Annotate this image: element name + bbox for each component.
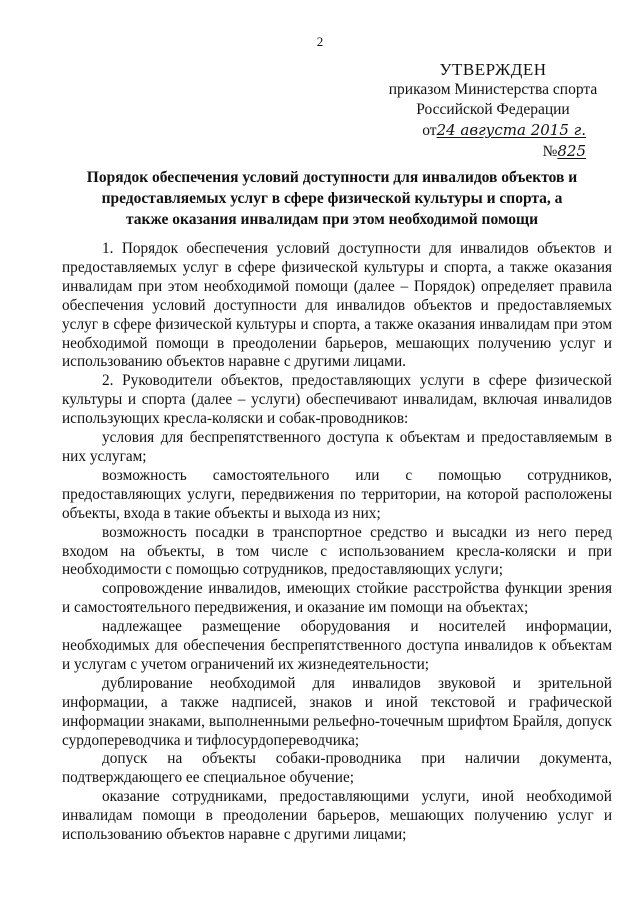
list-item-information-duplication: дублирование необходимой для инвалидов звуковой и зрительной информации, а также надписей, знаков и иной текстовой и графической информации знаками, выполненными рельефно-точечным шрифтом Брайля, допуск сурдопереводчика и тифлосурдопереводчика; [62,674,612,749]
list-item-escort: сопровождение инвалидов, имеющих стойкие расстройства функции зрения и самостоятельного передвижения, и оказание им помощи на объектах; [62,580,612,617]
list-item-guide-dog: допуск на объекты собаки-проводника при наличии документа, подтверждающего ее специальное обучение; [62,750,612,787]
document-body [62,240,612,845]
list-item-staff-assistance: оказание сотрудниками, предоставляющими услуги, иной необходимой инвалидам помощи в преодолении барьеров, мешающих получению услуг и использованию объектов наравне с другими лицами; [62,788,612,844]
handwritten-number: 825 [557,142,586,160]
document-title: Порядок обеспечения условий доступности для инвалидов объектов и предоставляемых услуг в сфере физической культуры и спорта, а также оказания инвалидам при этом необходимой помощи [86,169,578,228]
approval-line-2: Российской Федерации [416,101,570,118]
list-item-equipment-placement: надлежащее размещение оборудования и носителей информации, необходимых для обеспечения беспрепятственного доступа инвалидов к объектам и услугам с учетом ограничений их жизнедеятельности; [62,618,612,673]
list-item-vehicle-boarding: возможность посадки в транспортное средство и высадки из него перед входом на объекты, в том числе с использованием кресла-коляски и при необходимости с помощью сотрудников, предоставляющих услуги; [62,523,612,579]
list-item-independent-movement: возможность самостоятельного или с помощью сотрудников, предоставляющих услуги, передвижения по территории, на которой расположены объекты, входа в такие объекты и выхода из них; [62,466,612,522]
approval-date-number-line [378,120,608,162]
handwritten-date: 24 августа 2015 г. [436,121,586,139]
from-label: от [422,122,437,139]
number-label: № [542,143,558,160]
paragraph-1: 1. Порядок обеспечения условий доступности для инвалидов объектов и предоставляемых услуг в сфере физической культуры и спорта, а также оказания инвалидам при этом необходимой помощи (далее – Порядок) определяет правила обеспечения условий доступности для инвалидов объектов и предоставляемых услуг в сфере физической культуры и спорта, а также оказания инвалидам при этом необходимой помощи в преодолении барьеров, мешающих получению услуг и использованию объектов наравне с другими лицами. [62,240,612,371]
approval-line-1: приказом Министерства спорта [388,81,598,98]
list-item-access-conditions: условия для беспрепятственного доступа к объектам и предоставляемым в них услугам; [62,429,612,465]
paragraph-2: 2. Руководители объектов, предоставляющих услуги в сфере физической культуры и спорта (далее – услуги) обеспечивают инвалидам, включая инвалидов использующих кресла-коляски и собак-проводников: [62,372,612,428]
approval-stamp-block [378,60,608,162]
page-number: 2 [316,34,324,49]
approval-title: УТВЕРЖДЕН [439,60,547,79]
